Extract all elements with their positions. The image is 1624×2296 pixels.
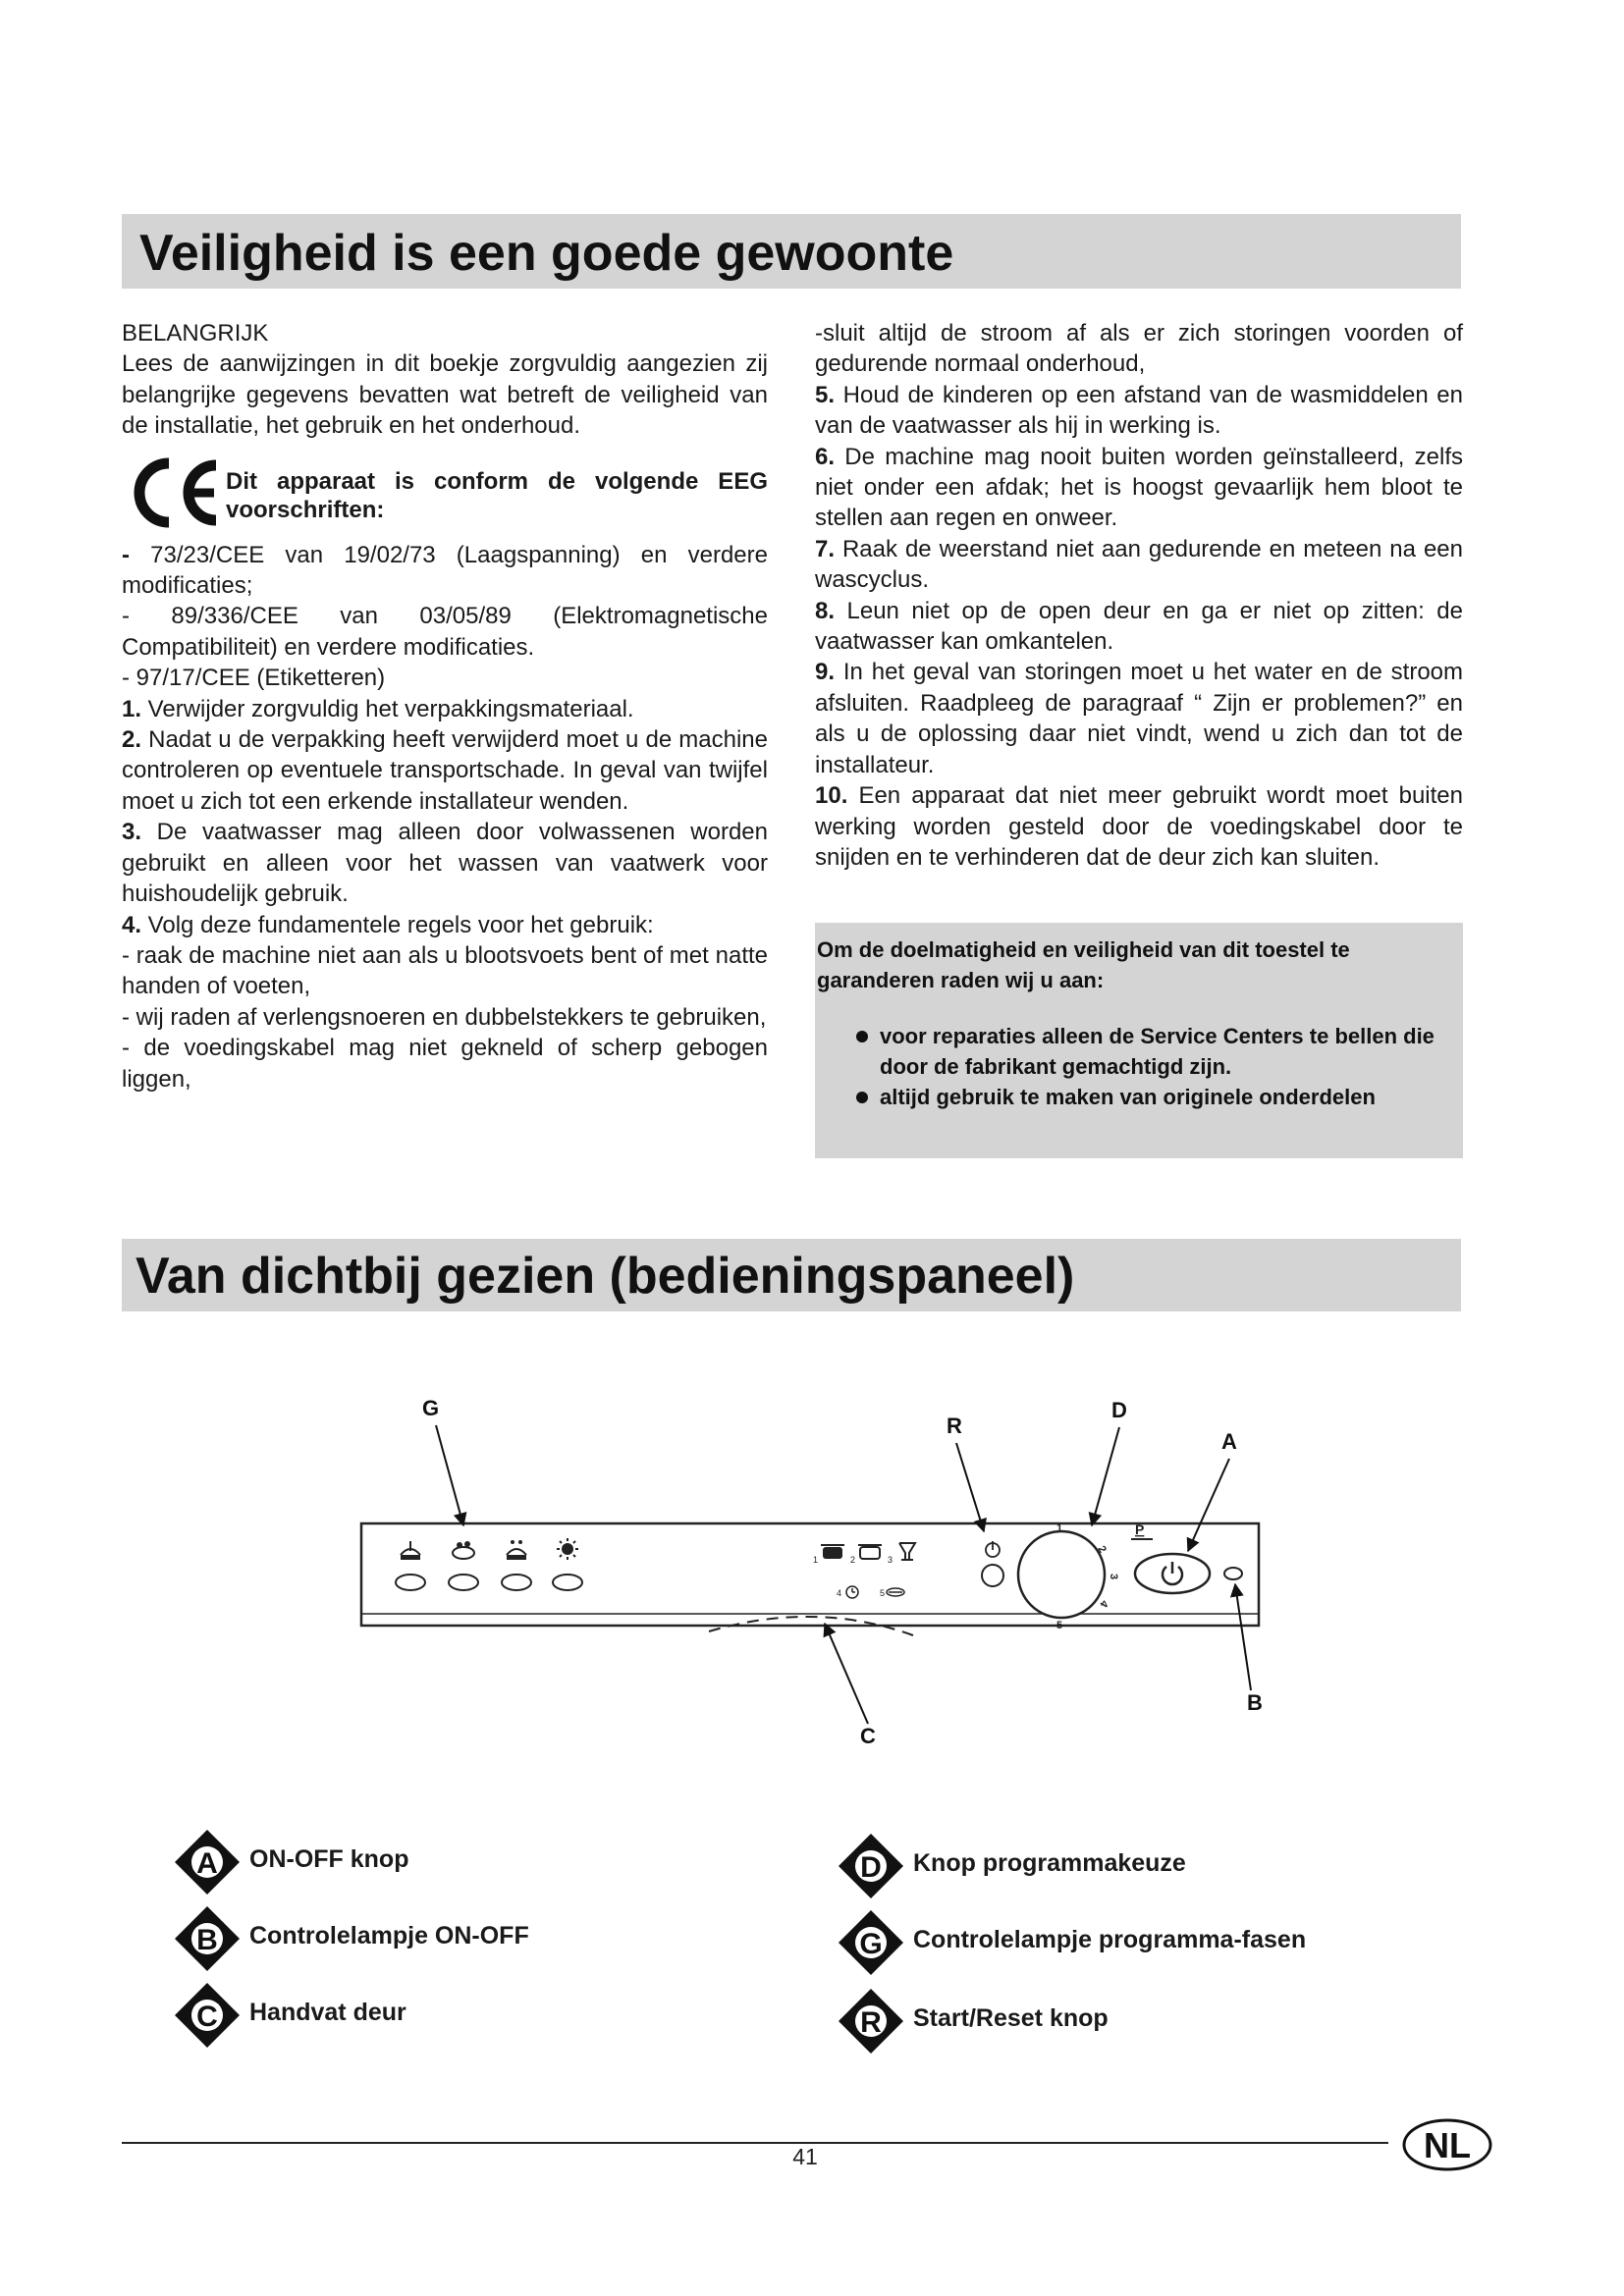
callout-arrow-c [825, 1624, 868, 1724]
advice-box [815, 923, 1463, 1158]
badge-letter: A [196, 1847, 218, 1880]
legend-label: Start/Reset knop [913, 2004, 1109, 2032]
badge-letter: D [860, 1851, 882, 1884]
rule-subitem: - de voedingskabel mag niet gekneld of scherp gebogen liggen, [122, 1035, 768, 1093]
rule-subitem: -sluit altijd de stroom af als er zich storingen voorden of gedurende normaal onderhoud, [815, 320, 1463, 378]
callout-label-a: A [1221, 1429, 1237, 1454]
rule-item: 2. Nadat u de verpakking heeft verwijderd moet u de machine controleren op eventuele transportschade. In geval van twijfel moet u zich tot een erkende installateur wenden. [122, 726, 768, 815]
callout-label-d: D [1111, 1398, 1127, 1422]
program-number: 3 [888, 1555, 893, 1565]
knob-number: 3 [1108, 1574, 1119, 1580]
legend-label: ON-OFF knop [249, 1845, 409, 1873]
badge-a-icon [173, 1828, 242, 1896]
directive-item: - 73/23/CEE van 19/02/73 (Laagspanning) en verdere modificaties; [122, 541, 768, 600]
program-selector-knob[interactable] [1018, 1531, 1105, 1618]
knob-number: 2 [1095, 1543, 1109, 1556]
rule-subitem: - raak de machine niet aan als u blootsvoets bent of met natte handen of voeten, [122, 941, 768, 1000]
left-column [122, 318, 768, 1095]
rule-item: 7. Raak de weerstand niet aan gedurende en meteen na een wascyclus. [815, 535, 1463, 594]
section-title-safety: Veiligheid is een goede gewoonte [122, 214, 1461, 289]
footer-rule [122, 2142, 1388, 2144]
control-panel-diagram [353, 1394, 1276, 1767]
badge-letter: G [859, 1928, 883, 1960]
legend-label: Handvat deur [249, 1999, 406, 2026]
rule-item: 5. Houd de kinderen op een afstand van de wasmiddelen en van de vaatwasser als hij in werking is. [815, 381, 1463, 440]
rule-item: 4. Volg deze fundamentele regels voor het gebruik: [122, 911, 654, 938]
callout-arrow-d [1092, 1427, 1119, 1525]
advice-intro: Om de doelmatigheid en veiligheid van dit toestel te garanderen raden wij u aan: [817, 937, 1350, 992]
advice-item: altijd gebruik te maken van originele onderdelen [817, 1082, 1461, 1112]
badge-letter: C [196, 2001, 218, 2033]
directive-item: - 89/336/CEE van 03/05/89 (Elektromagnetische Compatibiliteit) en verdere modificaties. [122, 603, 768, 661]
ce-conformity-block [122, 454, 768, 540]
start-reset-button[interactable] [982, 1565, 1003, 1586]
program-p-label: P [1135, 1522, 1145, 1537]
knob-number: 4 [1097, 1597, 1110, 1610]
ce-mark-icon [130, 454, 224, 532]
knob-number: 5 [1056, 1620, 1063, 1631]
advice-item: voor reparaties alleen de Service Centers te bellen die door de fabrikant gemachtigd zijn. [817, 1021, 1461, 1082]
ce-conformity-text: Dit apparaat is conform de volgende EEG voorschriften: [226, 467, 768, 523]
badge-letter: B [196, 1924, 218, 1956]
rule-item: 1. Verwijder zorgvuldig het verpakkingsmateriaal. [122, 695, 634, 722]
important-heading: BELANGRIJK [122, 320, 269, 347]
directive-item: - 97/17/CEE (Etiketteren) [122, 665, 386, 692]
program-number: 5 [880, 1588, 886, 1598]
program-number: 1 [813, 1555, 819, 1565]
knob-number: 1 [1056, 1522, 1063, 1534]
callout-label-c: C [860, 1724, 876, 1748]
panel-body [361, 1523, 1259, 1626]
rule-item: 8. Leun niet op de open deur en ga er niet op zitten: de vaatwasser kan omkantelen. [815, 597, 1463, 656]
rule-subitem: - wij raden af verlengsnoeren en dubbelstekkers te gebruiken, [122, 1003, 767, 1031]
language-badge-icon [1400, 2116, 1494, 2173]
legend-label: Knop programmakeuze [913, 1849, 1186, 1877]
rule-item: 6. De machine mag nooit buiten worden geïnstalleerd, zelfs niet onder een afdak; het is hoogst gevaarlijk hem bloot te stellen aan regen en onweer. [815, 443, 1463, 532]
badge-b-icon [173, 1904, 242, 1973]
program-number: 2 [850, 1555, 856, 1565]
program-number: 4 [837, 1588, 842, 1598]
callout-label-r: R [947, 1414, 962, 1438]
rule-item: 3. De vaatwasser mag alleen door volwassenen worden gebruikt en alleen voor het wassen van vaatwerk voor huishoudelijk gebruik. [122, 819, 768, 908]
intro-paragraph: Lees de aanwijzingen in dit boekje zorgvuldig aangezien zij belangrijke gegevens bevatten wat betreft de veiligheid van de installatie, het gebruik en het onderhoud. [122, 350, 768, 440]
legend-label: Controlelampje programma-fasen [913, 1926, 1307, 1953]
badge-g-icon [837, 1908, 905, 1977]
legend-label: Controlelampje ON-OFF [249, 1922, 529, 1949]
badge-c-icon [173, 1981, 242, 2050]
callout-arrow-g [436, 1425, 463, 1525]
badge-r-icon [837, 1987, 905, 2056]
section-title-control-panel: Van dichtbij gezien (bedieningspaneel) [122, 1239, 1461, 1311]
on-off-indicator-lamp [1224, 1568, 1242, 1579]
badge-d-icon [837, 1832, 905, 1900]
page-number: 41 [792, 2144, 818, 2169]
callout-arrow-r [956, 1443, 984, 1531]
callout-label-b: B [1247, 1690, 1263, 1715]
right-column [815, 318, 1463, 873]
rule-item: 9. In het geval van storingen moet u het water en de stroom afsluiten. Raadpleeg de paragraaf “ Zijn er problemen?” en als u de oplossing daar niet vindt, wend u zich dan tot de installateur. [815, 659, 1463, 778]
callout-label-g: G [422, 1396, 440, 1420]
language-badge-text: NL [1424, 2125, 1471, 2165]
badge-letter: R [860, 2006, 882, 2039]
rule-item: 10. Een apparaat dat niet meer gebruikt wordt moet buiten werking worden gesteld door de voedingskabel door te snijden en te verhinderen dat de deur zich kan sluiten. [815, 782, 1463, 871]
